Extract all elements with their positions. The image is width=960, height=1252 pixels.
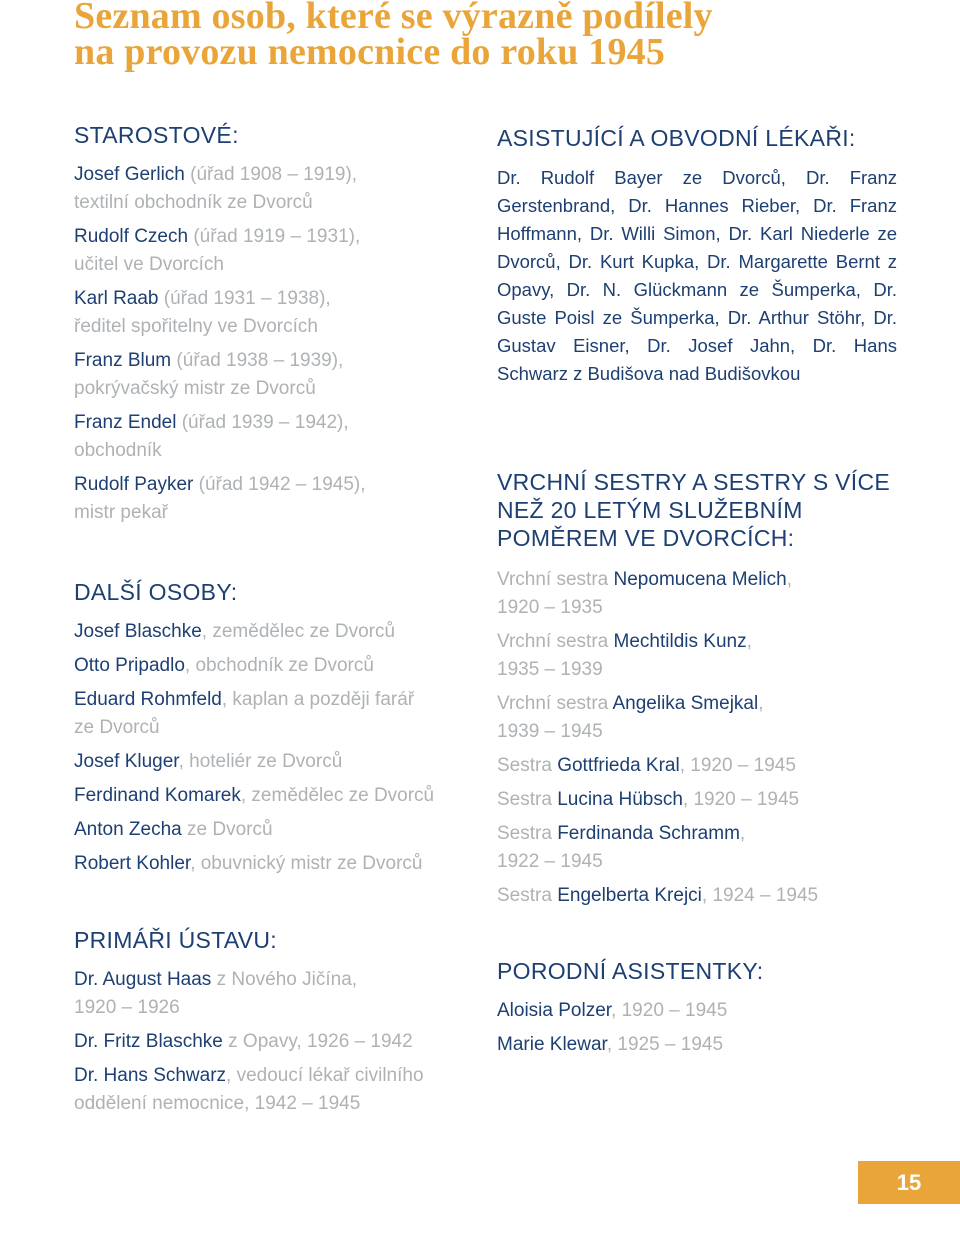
nurse-role: Vrchní sestra: [497, 631, 614, 652]
page-title-line-2: na provozu nemocnice do roku 1945: [74, 31, 666, 73]
list-item: [497, 566, 897, 622]
person-name: Dr. Fritz Blaschke: [74, 1031, 223, 1052]
person-name: Franz Blum: [74, 350, 172, 371]
separator: ,: [679, 755, 691, 776]
person-name: Dr. August Haas: [74, 969, 212, 990]
person-name: Marie Klewar: [497, 1034, 607, 1055]
list-item: [497, 882, 897, 910]
page-title: [74, 0, 713, 73]
nurse-role: Sestra: [497, 885, 558, 906]
person-description: , obuvnický mistr ze Dvorců: [190, 853, 423, 874]
person-name: Josef Gerlich: [74, 164, 185, 185]
nurse-years: 1924 – 1945: [712, 885, 819, 906]
person-name: Eduard Rohmfeld: [74, 689, 222, 710]
nurse-years: 1935 – 1939: [497, 659, 603, 680]
nurse-role: Sestra: [497, 823, 558, 844]
list-item: [74, 816, 474, 844]
person-name: Aloisia Polzer: [497, 1000, 612, 1021]
person-description-cont: ze Dvorců: [74, 717, 160, 738]
person-name: Dr. Hans Schwarz: [74, 1065, 227, 1086]
person-name: Rudolf Czech: [74, 226, 189, 247]
list-item: [74, 782, 474, 810]
separator: ,: [786, 569, 792, 590]
nurse-name: Gottfrieda Kral: [557, 755, 680, 776]
section-asistujici: [497, 124, 897, 388]
nurse-years: 1922 – 1945: [497, 851, 603, 872]
list-item: [74, 1028, 474, 1056]
person-description: textilní obchodník ze Dvorců: [74, 192, 313, 213]
section-sestry: [497, 468, 897, 916]
nurse-role: Sestra: [497, 789, 558, 810]
person-name: Karl Raab: [74, 288, 159, 309]
list-item: [74, 161, 474, 217]
person-term: (úřad 1931 – 1938),: [158, 288, 331, 309]
page-number: 15: [858, 1161, 960, 1204]
person-name: Josef Kluger: [74, 751, 179, 772]
nurse-name: Angelika Smejkal: [612, 693, 759, 714]
nurse-years: 1920 – 1945: [690, 755, 796, 776]
section-heading: PORODNÍ ASISTENTKY:: [497, 958, 764, 984]
list-item: [74, 686, 474, 742]
person-years: , 1920 – 1945: [611, 1000, 728, 1021]
nurse-name: Nepomucena Melich: [613, 569, 787, 590]
person-description: ze Dvorců: [181, 819, 273, 840]
person-description: mistr pekař: [74, 502, 168, 523]
list-item: [74, 1062, 474, 1118]
nurse-name: Lucina Hübsch: [557, 789, 683, 810]
person-name: Rudolf Payker: [74, 474, 194, 495]
section-heading: PRIMÁŘI ÚSTAVU:: [74, 927, 277, 953]
nurse-years: 1920 – 1945: [693, 789, 800, 810]
person-description: , obchodník ze Dvorců: [184, 655, 374, 676]
section-heading: [497, 468, 897, 552]
section-heading-line-1: VRCHNÍ SESTRY A SESTRY S VÍCE: [497, 469, 891, 495]
person-description: ředitel spořitelny ve Dvorcích: [74, 316, 318, 337]
person-term: (úřad 1919 – 1931),: [188, 226, 361, 247]
separator: ,: [739, 823, 746, 844]
person-description: z Nového Jičína,: [211, 969, 358, 990]
list-item: [74, 471, 474, 527]
person-name: Otto Pripadlo: [74, 655, 185, 676]
list-item: [497, 820, 897, 876]
list-item: [74, 223, 474, 279]
list-item: [74, 652, 474, 680]
list-item: [497, 786, 897, 814]
person-description: obchodník: [74, 440, 162, 461]
person-description: učitel ve Dvorcích: [74, 254, 224, 275]
person-name: Robert Kohler: [74, 853, 191, 874]
person-description: , vedoucí lékař civilního: [226, 1065, 424, 1086]
list-item: [74, 966, 474, 1022]
nurse-role: Vrchní sestra: [497, 569, 614, 590]
person-description: , zemědělec ze Dvorců: [240, 785, 435, 806]
nurse-years: 1939 – 1945: [497, 721, 603, 742]
list-item: [497, 997, 897, 1025]
person-years: , 1925 – 1945: [606, 1034, 724, 1055]
list-item: [74, 347, 474, 403]
person-name: Anton Zecha: [74, 819, 182, 840]
list-item: [497, 1031, 897, 1059]
person-description: , hoteliér ze Dvorců: [178, 751, 343, 772]
person-term: (úřad 1942 – 1945),: [193, 474, 366, 495]
section-primari: [74, 926, 474, 1124]
list-item: [497, 690, 897, 746]
separator: ,: [758, 693, 764, 714]
doctors-paragraph: Dr. Rudolf Bayer ze Dvorců, Dr. Franz Gerstenbrand, Dr. Hannes Rieber, Dr. Franz Hoffmann, Dr. Willi Simon, Dr. Karl Niederle ze Dvorců, Dr. Kurt Kupka, Dr. Margarette Bernt z Opavy, Dr. N. Glückmann ze Šumperka, Dr. Guste Poisl ze Šumperka, Dr. Arthur Stöhr, Dr. Gustav Eisner, Dr. Josef Jahn, Dr. Hans Schwarz z Budišova nad Budišovkou: [497, 167, 897, 384]
section-heading: ASISTUJÍCÍ A OBVODNÍ LÉKAŘI:: [497, 125, 856, 151]
person-term: (úřad 1938 – 1939),: [171, 350, 344, 371]
separator: ,: [701, 885, 713, 906]
person-description-cont: 1920 – 1926: [74, 997, 180, 1018]
list-item: [74, 618, 474, 646]
list-item: [74, 285, 474, 341]
page-title-line-1: Seznam osob, které se výrazně podílely: [74, 0, 713, 37]
person-description: pokrývačský mistr ze Dvorců: [74, 378, 316, 399]
person-description: z Opavy, 1926 – 1942: [222, 1031, 413, 1052]
nurse-name: Ferdinanda Schramm: [557, 823, 740, 844]
person-term: (úřad 1939 – 1942),: [176, 412, 349, 433]
separator: ,: [682, 789, 694, 810]
list-item: [497, 628, 897, 684]
nurse-role: Vrchní sestra: [497, 693, 613, 714]
list-item: [74, 850, 474, 878]
nurse-years: 1920 – 1935: [497, 597, 603, 618]
list-item: [74, 409, 474, 465]
person-description: , zemědělec ze Dvorců: [201, 621, 396, 642]
section-heading: STAROSTOVÉ:: [74, 122, 239, 148]
person-term: (úřad 1908 – 1919),: [184, 164, 358, 185]
person-description: , kaplan a později farář: [221, 689, 415, 710]
section-porodni: [497, 957, 897, 1065]
list-item: [74, 748, 474, 776]
nurse-role: Sestra: [497, 755, 558, 776]
person-name: Josef Blaschke: [74, 621, 202, 642]
list-item: [497, 752, 897, 780]
section-heading-line-2: NEŽ 20 LETÝM SLUŽEBNÍM: [497, 497, 803, 523]
section-starostove: [74, 121, 474, 533]
separator: ,: [746, 631, 752, 652]
person-name: Ferdinand Komarek: [74, 785, 241, 806]
section-dalsi-osoby: [74, 578, 474, 884]
person-name: Franz Endel: [74, 412, 177, 433]
nurse-name: Engelberta Krejci: [557, 885, 702, 906]
person-description-cont: oddělení nemocnice, 1942 – 1945: [74, 1093, 361, 1114]
section-heading-line-3: POMĚREM VE DVORCÍCH:: [497, 525, 795, 551]
section-heading: DALŠÍ OSOBY:: [74, 579, 238, 605]
nurse-name: Mechtildis Kunz: [613, 631, 747, 652]
